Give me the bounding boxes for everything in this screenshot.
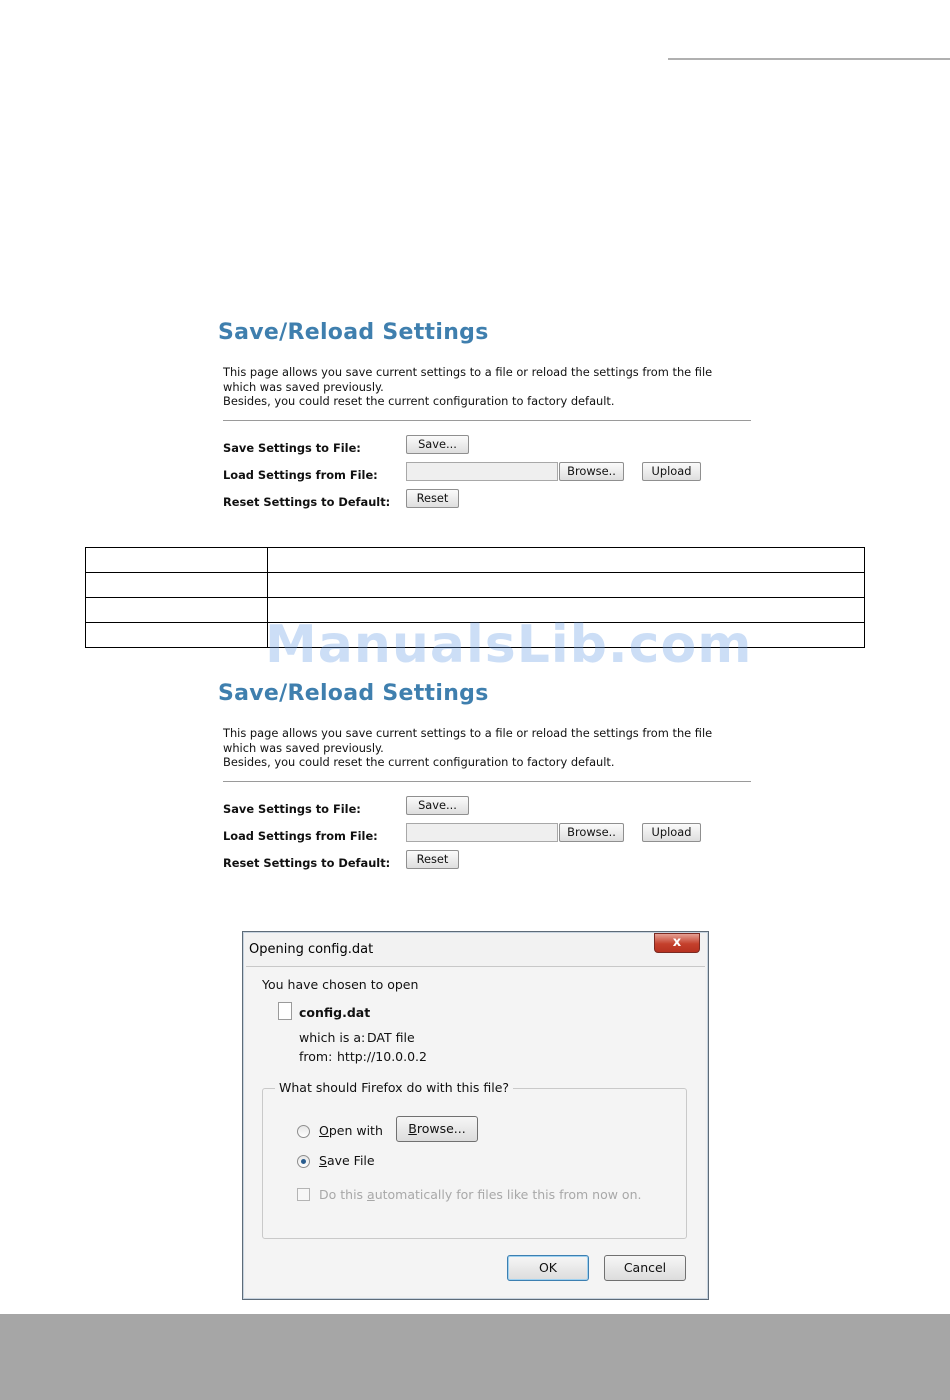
reset-button[interactable]: Reset [406, 850, 459, 869]
load-settings-row [223, 823, 758, 850]
table-row [86, 573, 865, 598]
save-reload-panel-2 [218, 681, 758, 877]
browse-button[interactable]: Browse.. [559, 823, 624, 842]
open-with-radio[interactable] [297, 1125, 310, 1138]
ok-button[interactable]: OK [507, 1255, 589, 1281]
save-button[interactable]: Save... [406, 796, 469, 815]
page-title: Save/Reload Settings [218, 320, 489, 345]
upload-button[interactable]: Upload [642, 823, 701, 842]
page-description: This page allows you save current settings to a file or reload the settings from the file which was saved previously. Besides, you could reset the current configuration to factory default. [223, 365, 713, 408]
page-title: Save/Reload Settings [218, 681, 489, 706]
save-settings-label: Save Settings to File: [223, 801, 361, 816]
dialog-body [246, 966, 705, 1296]
action-question: What should Firefox do with this file? [275, 1080, 513, 1095]
table-row [86, 548, 865, 573]
close-icon[interactable]: x [654, 933, 700, 953]
load-settings-row [223, 462, 758, 489]
footer-bar [0, 1314, 950, 1400]
load-settings-label: Load Settings from File: [223, 828, 378, 843]
header-rule [668, 58, 950, 60]
save-reload-panel-1 [218, 320, 758, 516]
browse-application-button[interactable]: Browse... [396, 1116, 478, 1142]
file-path-input[interactable] [406, 823, 558, 842]
reset-settings-row [223, 850, 758, 877]
file-source-label: from: [299, 1049, 333, 1064]
auto-action-checkbox[interactable] [297, 1188, 310, 1201]
reset-settings-label: Reset Settings to Default: [223, 494, 391, 509]
file-type-value: DAT file [367, 1030, 415, 1045]
file-icon [278, 1002, 292, 1020]
auto-action-label: Do this automatically for files like this from now on. [319, 1187, 642, 1202]
cancel-button[interactable]: Cancel [604, 1255, 686, 1281]
save-settings-row [223, 796, 758, 823]
reset-settings-label: Reset Settings to Default: [223, 855, 391, 870]
dialog-intro: You have chosen to open [262, 977, 419, 992]
upload-button[interactable]: Upload [642, 462, 701, 481]
save-settings-label: Save Settings to File: [223, 440, 361, 455]
load-settings-label: Load Settings from File: [223, 467, 378, 482]
dialog-title: Opening config.dat [249, 942, 374, 957]
open-file-dialog [242, 931, 709, 1300]
file-source-value: http://10.0.0.2 [337, 1049, 427, 1064]
file-name: config.dat [299, 1005, 371, 1020]
watermark: ManualsLib.com [265, 615, 753, 675]
save-file-radio[interactable] [297, 1155, 310, 1168]
page-description: This page allows you save current settings to a file or reload the settings from the file which was saved previously. Besides, you could reset the current configuration to factory default. [223, 726, 713, 769]
save-button[interactable]: Save... [406, 435, 469, 454]
file-path-input[interactable] [406, 462, 558, 481]
save-settings-row [223, 435, 758, 462]
file-type-label: which is a: [299, 1030, 366, 1045]
reset-button[interactable]: Reset [406, 489, 459, 508]
open-with-label[interactable]: Open with [319, 1123, 383, 1138]
action-group [262, 1080, 687, 1239]
reset-settings-row [223, 489, 758, 516]
browse-button[interactable]: Browse.. [559, 462, 624, 481]
save-file-label[interactable]: Save File [319, 1153, 375, 1168]
